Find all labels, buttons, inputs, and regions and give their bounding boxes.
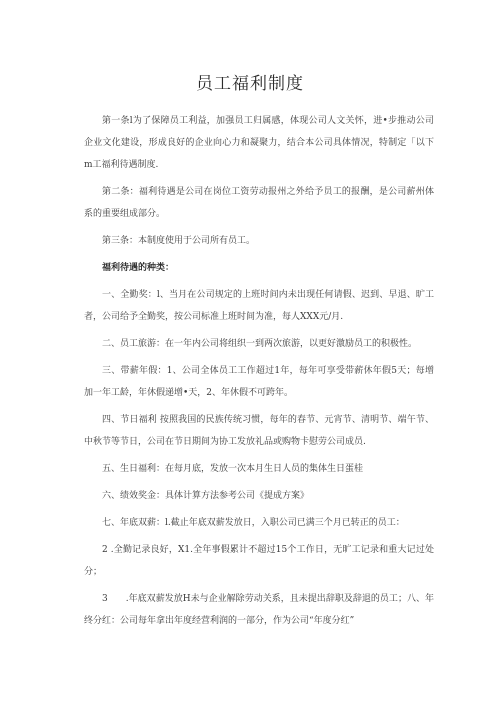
benefit-performance-bonus: 六、绩效奖金：具体计算方法参考公司《提成方案》 [102, 491, 310, 501]
article-3: 第三条：本制度使用于公司所有员工。 [102, 236, 256, 246]
double-pay-condition-2: 2 .全勤记录良好，X1.全年事假累计不超过15个工作日，无旷工记录和重大记过处分； [84, 545, 434, 577]
benefit-annual-leave: 三、带薪年假：1、公司全体员工工作超过1年，每年可享受带薪休年假5天；每增加一年工龄，年休假递增•天，2、年休假不可跨年。 [84, 366, 434, 398]
document-title: 员工福利制度 [196, 74, 304, 94]
benefit-types-heading: 福利待遇的种类： [102, 263, 175, 273]
benefit-attendance: 一、全勤奖：l、当月在公司规定的上班时间内未出现任何请假、迟到、早退、旷工者，公司给予全勤奖，按公司标准上班时间为准，每人XXX元/月. [84, 290, 434, 322]
benefit-holiday: 四、节日福利 按照我国的民族传统习惯，每年的春节、元宵节、清明节、端午节、中秋节等节日，公司在节日期间为协工发放礼品或购物卡慰劳公司成员. [84, 415, 434, 447]
benefit-travel: 二、员工旅游：在一年内公司将组织一到两次旅游，以更好激励员工的积极性。 [102, 339, 418, 349]
article-2: 第二条：福利待遇是公司在岗位工资劳动报州之外给予员工的报酬，是公司薪州体系的重要组成部分。 [84, 187, 434, 219]
double-pay-condition-3: 3 .年底双薪发放H未与企业解除劳动关系，且未提出辞职及辞退的员工；八、年终分红：公司每年拿出年度经营利润的一部分，作为公司“年度分红” [84, 594, 434, 626]
article-1: 第一条l为了保障员工利益，加强员工归属感，体现公司人文关怀，进•步推动公司企业文化建设，形成良好的企业向心力和凝聚力，结合本公司具体情况，特制定「以下m工福利待遇制度. [84, 116, 434, 170]
benefit-year-end-double-pay: 七、年底双薪：l.截止年底双薪发放日，入职公司已满三个月已转正的员工： [102, 518, 405, 528]
benefit-birthday: 五、生日福利：在每月底，发放一次本月生日人员的集体生日蛋桂 [102, 464, 364, 474]
